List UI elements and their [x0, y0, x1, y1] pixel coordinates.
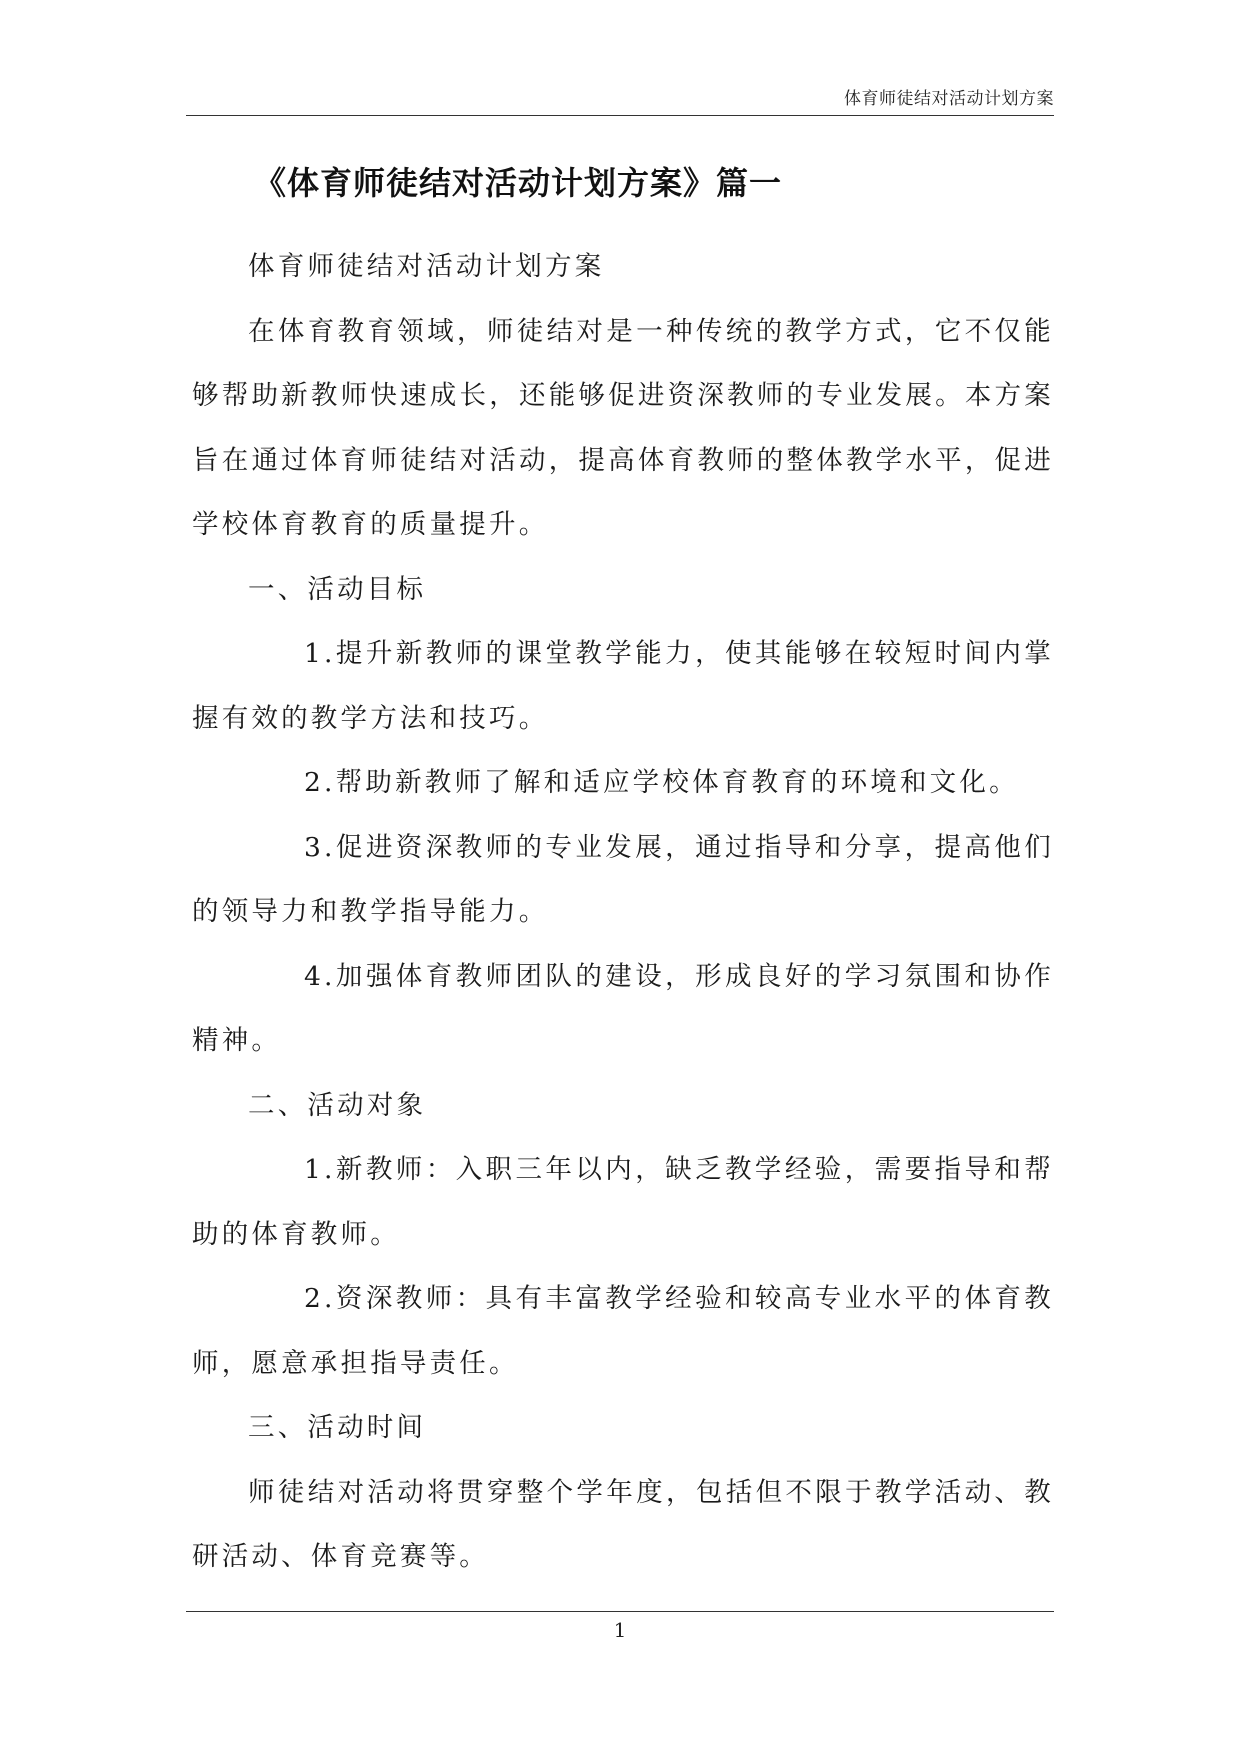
document-title: 《体育师徒结对活动计划方案》篇一	[254, 164, 783, 202]
running-header: 体育师徒结对活动计划方案	[844, 89, 1054, 109]
footer-divider	[186, 1611, 1054, 1612]
document-body	[192, 235, 1054, 1590]
paragraph-subtitle: 体育师徒结对活动计划方案	[248, 251, 605, 282]
list-item-goal-2: 2.帮助新教师了解和适应学校体育教育的环境和文化。	[304, 767, 1019, 798]
list-item-goal-3: 3.促进资深教师的专业发展，通过指导和分享，提高他们的领导力和教学指导能力。	[192, 831, 1054, 927]
page-number: 1	[613, 1618, 627, 1642]
section-heading-time: 三、活动时间	[248, 1412, 427, 1443]
paragraph-intro: 在体育教育领域，师徒结对是一种传统的教学方式，它不仅能够帮助新教师快速成长，还能够促进资深教师的专业发展。本方案旨在通过体育师徒结对活动，提高体育教师的整体教学水平，促进学校体育教育的质量提升。	[192, 315, 1054, 540]
list-item-goal-4: 4.加强体育教师团队的建设，形成良好的学习氛围和协作精神。	[192, 960, 1054, 1056]
list-item-goal-1: 1.提升新教师的课堂教学能力，使其能够在较短时间内掌握有效的教学方法和技巧。	[192, 638, 1054, 734]
header-divider	[186, 115, 1054, 116]
list-item-participant-2: 2.资深教师：具有丰富教学经验和较高专业水平的体育教师，愿意承担指导责任。	[192, 1283, 1054, 1379]
section-heading-goals: 一、活动目标	[248, 573, 427, 605]
section-heading-participants: 二、活动对象	[248, 1089, 427, 1121]
paragraph-time: 师徒结对活动将贯穿整个学年度，包括但不限于教学活动、教研活动、体育竞赛等。	[192, 1476, 1054, 1572]
list-item-participant-1: 1.新教师：入职三年以内，缺乏教学经验，需要指导和帮助的体育教师。	[192, 1154, 1054, 1250]
